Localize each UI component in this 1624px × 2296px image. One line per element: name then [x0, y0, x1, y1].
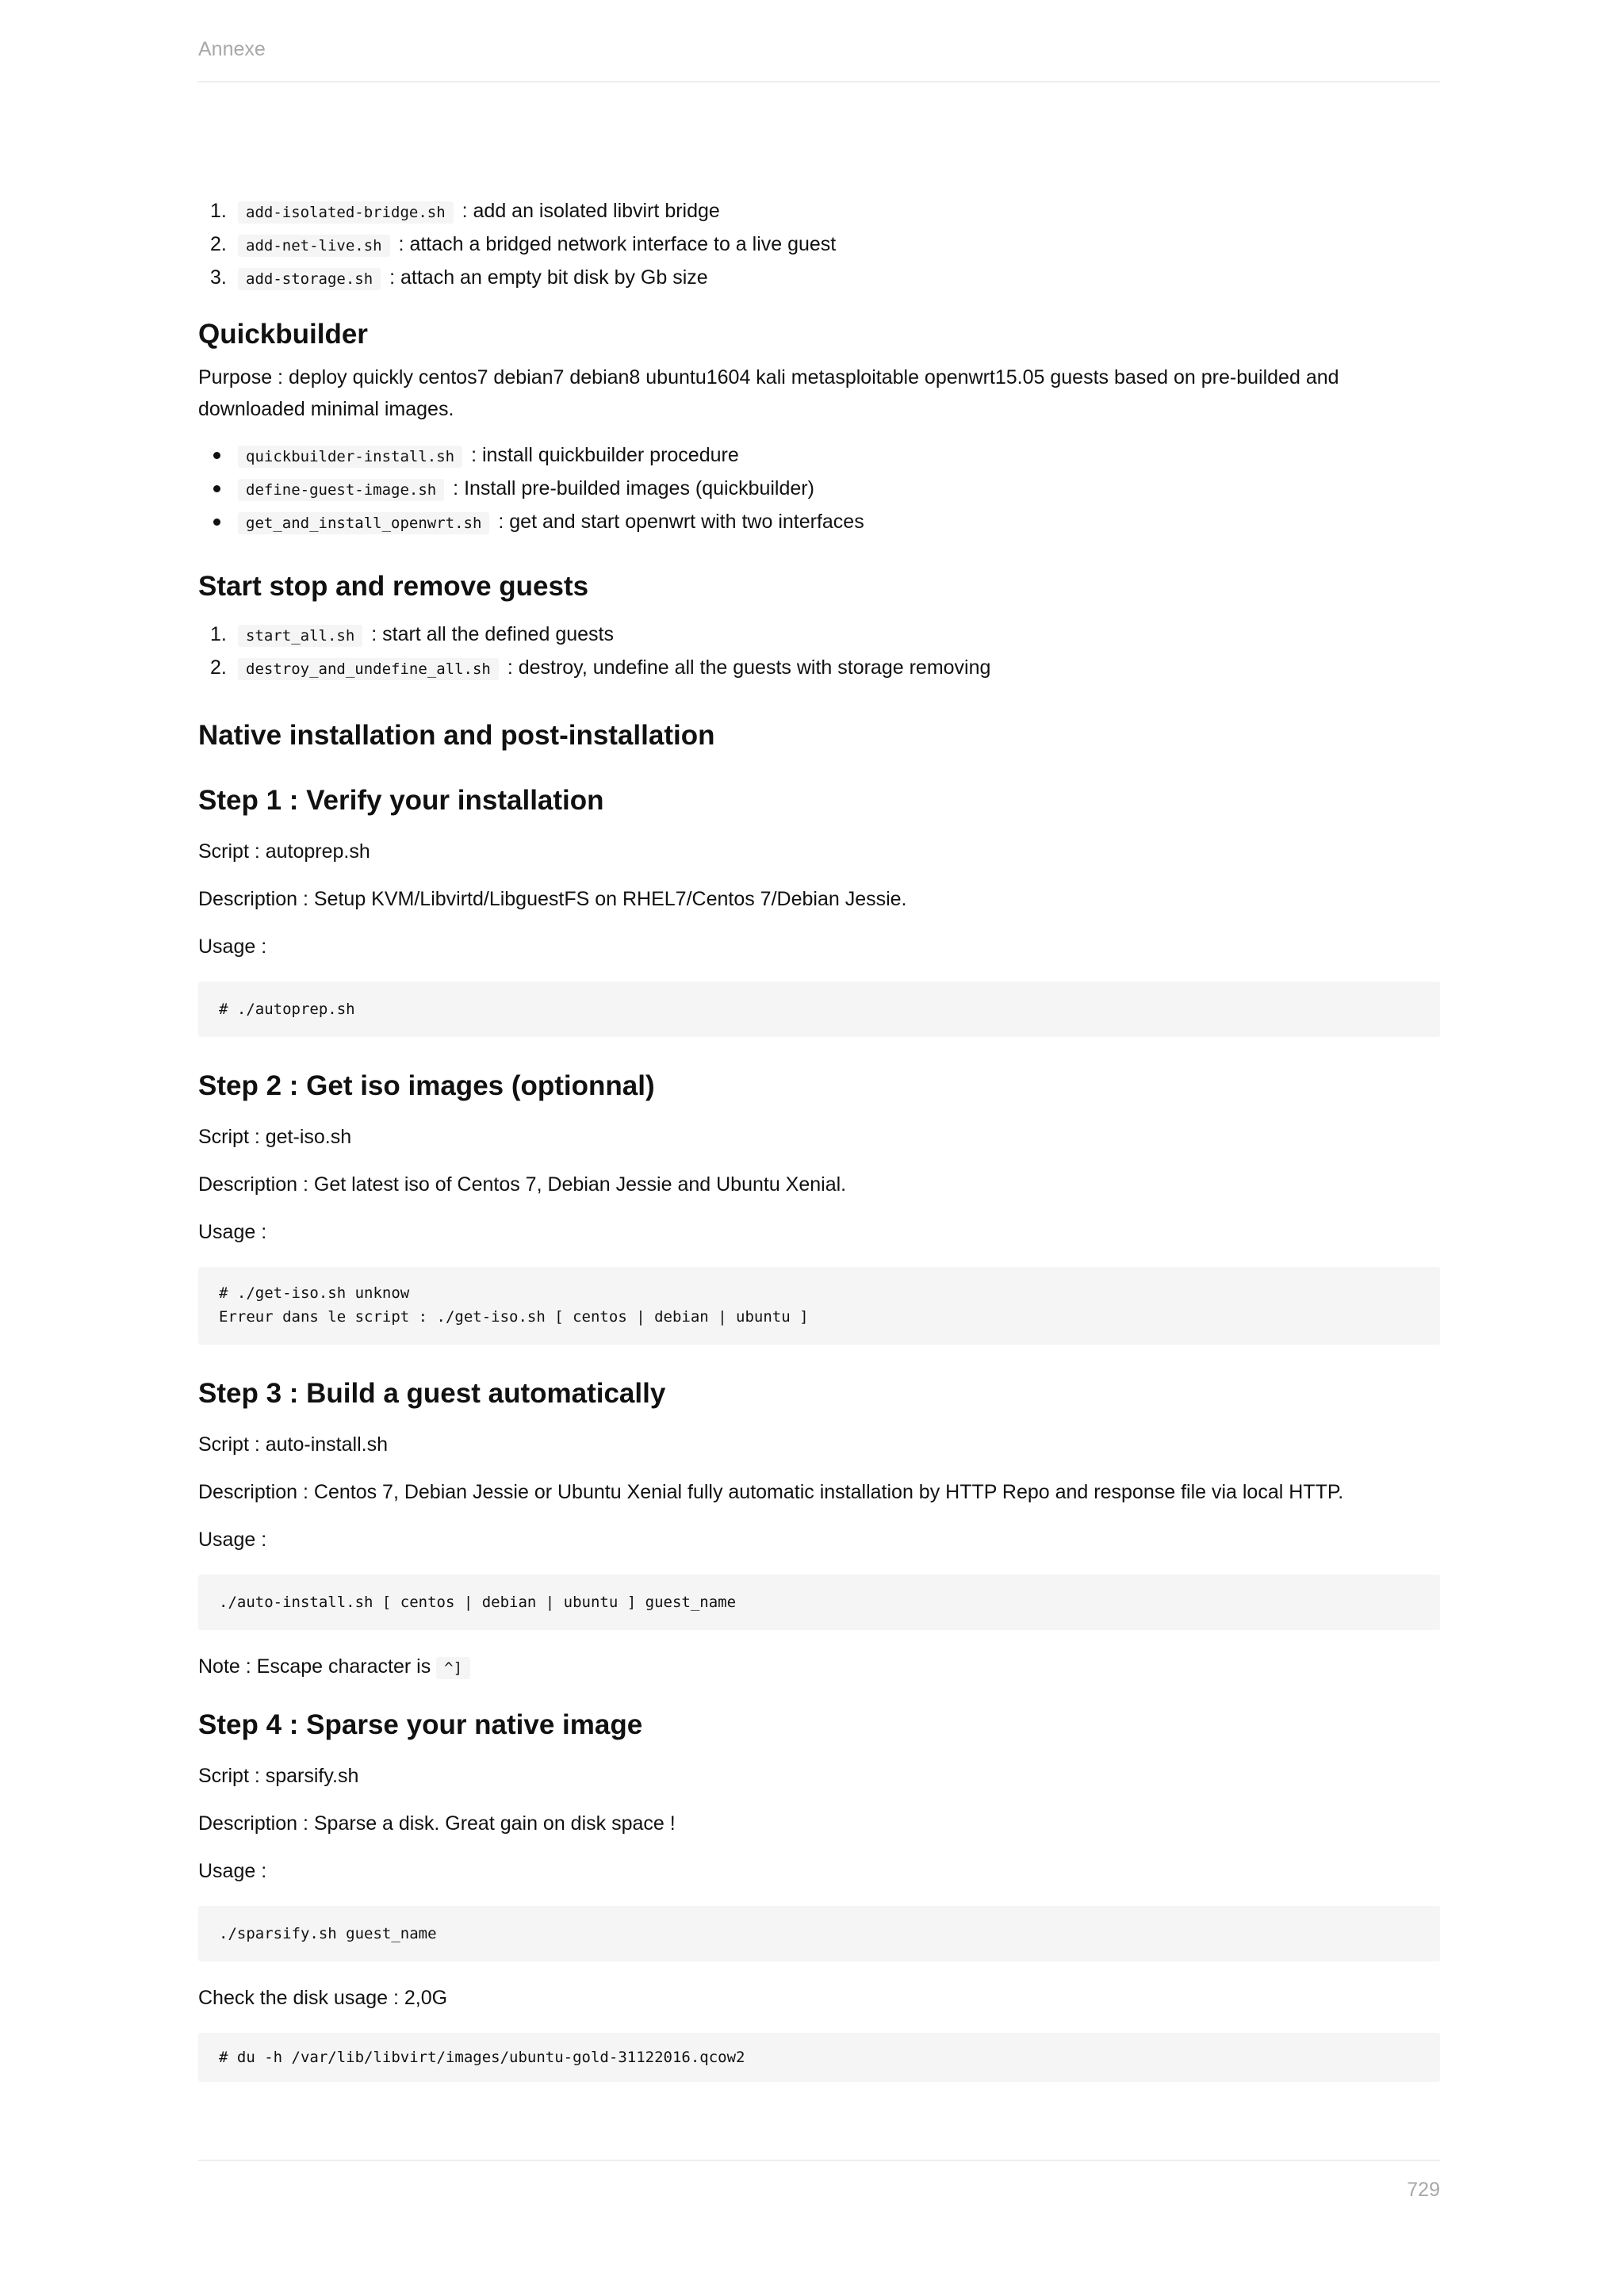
code-line: ./auto-install.sh [ centos | debian | ubuntu ] guest_name [219, 1594, 737, 1611]
code-line: ./sparsify.sh guest_name [219, 1925, 437, 1942]
list-marker: 2. [210, 233, 227, 255]
step1-heading: Step 1 : Verify your installation [198, 785, 604, 816]
step4-script: Script : sparsify.sh [198, 1765, 359, 1787]
list-item-text: : attach a bridged network interface to a live guest [398, 233, 837, 255]
step3-note [198, 1651, 1440, 1684]
code-line: Erreur dans le script : ./get-iso.sh [ centos | debian | ubuntu ] [219, 1308, 809, 1326]
list-marker: 1. [210, 200, 227, 222]
list-item-text: : start all the defined guests [371, 623, 614, 645]
page-number: 729 [1407, 2179, 1440, 2201]
document-page [198, 0, 1440, 2296]
section-heading-native: Native installation and post-installation [198, 720, 715, 751]
step2-code-block [198, 1267, 1440, 1345]
scripts-list [198, 195, 1440, 295]
inline-code: add-net-live.sh [238, 235, 390, 257]
list-item [198, 618, 1440, 652]
step2-heading: Step 2 : Get iso images (optionnal) [198, 1070, 655, 1101]
list-item-text: : attach an empty bit disk by Gb size [389, 266, 708, 289]
list-item-text: : install quickbuilder procedure [471, 444, 739, 466]
section-heading-quickbuilder: Quickbuilder [198, 319, 368, 350]
inline-code: start_all.sh [238, 625, 362, 647]
list-item-text: : destroy, undefine all the guests with storage removing [507, 656, 991, 679]
step3-description: Description : Centos 7, Debian Jessie or Ubuntu Xenial fully automatic installation by HTTP Repo and response file via local HTTP. [198, 1481, 1344, 1503]
step1-description: Description : Setup KVM/Libvirtd/LibguestFS on RHEL7/Centos 7/Debian Jessie. [198, 888, 907, 910]
list-item [198, 439, 1440, 473]
step4-usage: Usage : [198, 1860, 267, 1882]
header-divider [198, 81, 1440, 82]
inline-code: add-storage.sh [238, 268, 381, 290]
step2-usage: Usage : [198, 1221, 267, 1243]
footer-divider [198, 2160, 1440, 2161]
quickbuilder-purpose: Purpose : deploy quickly centos7 debian7 debian8 ubuntu1604 kali metasploitable openwrt15.05 guests based on pre-builded and downloaded minimal images. [198, 366, 1339, 420]
list-marker: 1. [210, 623, 227, 645]
inline-code: ^] [436, 1657, 470, 1679]
list-item-text: : get and start openwrt with two interfaces [498, 511, 864, 533]
inline-code: destroy_and_undefine_all.sh [238, 658, 499, 680]
bullet-icon [213, 485, 220, 492]
inline-code: quickbuilder-install.sh [238, 446, 462, 468]
list-item [198, 506, 1440, 539]
list-item [198, 652, 1440, 685]
step4-check: Check the disk usage : 2,0G [198, 1987, 448, 2009]
step1-usage: Usage : [198, 936, 267, 958]
step3-usage: Usage : [198, 1529, 267, 1551]
list-item [198, 228, 1440, 262]
code-line: # du -h /var/lib/libvirt/images/ubuntu-gold-31122016.qcow2 [219, 2049, 745, 2066]
list-item-text: : Install pre-builded images (quickbuilder) [453, 477, 814, 499]
inline-code: add-isolated-bridge.sh [238, 201, 454, 224]
bullet-icon [213, 452, 220, 459]
list-item [198, 195, 1440, 228]
inline-code: get_and_install_openwrt.sh [238, 512, 489, 534]
step4-heading: Step 4 : Sparse your native image [198, 1709, 643, 1740]
list-item [198, 473, 1440, 506]
step1-script: Script : autoprep.sh [198, 840, 370, 863]
list-marker: 3. [210, 266, 227, 289]
step4-description: Description : Sparse a disk. Great gain on disk space ! [198, 1812, 676, 1835]
step4-check-code-block [198, 2033, 1440, 2082]
running-header: Annexe [198, 38, 266, 60]
step3-heading: Step 3 : Build a guest automatically [198, 1378, 666, 1409]
list-marker: 2. [210, 656, 227, 679]
inline-code: define-guest-image.sh [238, 479, 444, 501]
section-heading-start-stop: Start stop and remove guests [198, 571, 589, 602]
step3-code-block [198, 1575, 1440, 1630]
step3-script: Script : auto-install.sh [198, 1433, 388, 1456]
code-line: # ./get-iso.sh unknow [219, 1284, 410, 1302]
step4-code-block [198, 1906, 1440, 1961]
step2-script: Script : get-iso.sh [198, 1126, 352, 1148]
code-line: # ./autoprep.sh [219, 1001, 355, 1018]
list-item [198, 262, 1440, 295]
start-stop-list [198, 618, 1440, 685]
page-content [198, 195, 1440, 2082]
quickbuilder-list [198, 439, 1440, 539]
bullet-icon [213, 519, 220, 526]
step1-code-block [198, 982, 1440, 1037]
note-text: Note : Escape character is [198, 1655, 431, 1678]
list-item-text: : add an isolated libvirt bridge [462, 200, 720, 222]
step2-description: Description : Get latest iso of Centos 7, Debian Jessie and Ubuntu Xenial. [198, 1173, 847, 1196]
